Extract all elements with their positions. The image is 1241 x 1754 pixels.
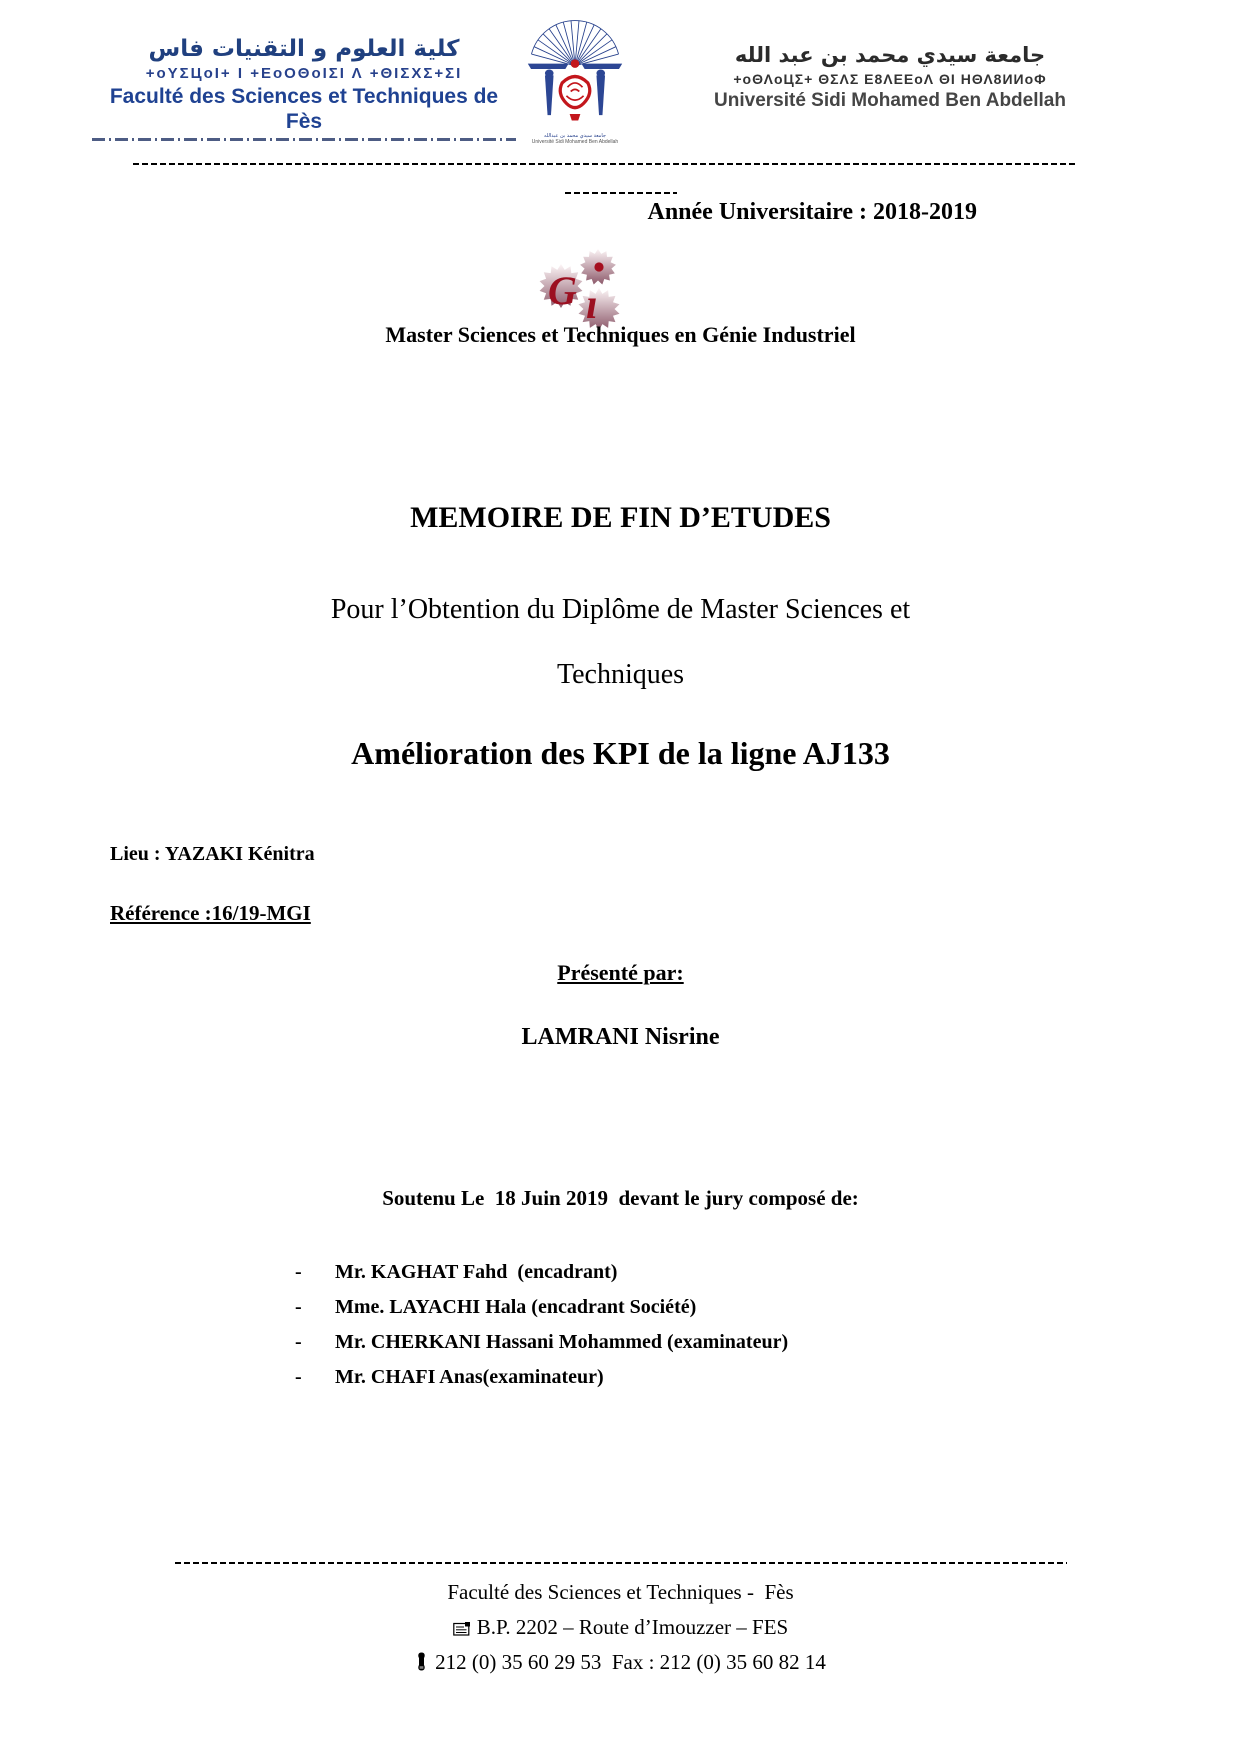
jury-member-name: Mr. CHAFI Anas(examinateur) [335, 1366, 604, 1388]
degree-line-2: Techniques [556, 659, 685, 690]
dashed-divider-top [133, 163, 1078, 165]
gi-letter-i: ı [586, 282, 598, 328]
thesis-title: Amélioration des KPI de la ligne AJ133 [351, 735, 890, 771]
university-emblem [521, 10, 629, 145]
footer-faculty-line: Faculté des Sciences et Techniques - Fès [447, 1580, 794, 1604]
jury-member-name: Mme. LAYACHI Hala (encadrant Société) [335, 1296, 697, 1318]
faculty-name-tifinagh: +oYΣЦoI+ I +ΕoΟΘoΙΣΙ Λ +ΘΙΣΧΣ+ΣΙ [145, 65, 463, 82]
phone-icon [415, 1652, 428, 1677]
university-name-arabic: جامعة سيدي محمد بن عبد الله [734, 43, 1046, 67]
jury-member: - Mr. CHAFI Anas(examinateur) [295, 1360, 788, 1395]
location-line: Lieu : YAZAKI Kénitra [110, 843, 315, 865]
jury-member: - Mme. LAYACHI Hala (encadrant Société) [295, 1290, 788, 1325]
jury-member-name: Mr. CHERKANI Hassani Mohammed (examinateur) [335, 1331, 789, 1353]
gi-letter-g: G [548, 268, 577, 313]
jury-member-name: Mr. KAGHAT Fahd (encadrant) [335, 1261, 618, 1283]
dashed-divider-bottom [175, 1562, 1067, 1564]
degree-line-1: Pour l’Obtention du Diplôme de Master Sciences et [330, 594, 911, 625]
footer-phone-line: 212 (0) 35 60 29 53 Fax : 212 (0) 35 60 82 14 [0, 1650, 1241, 1677]
defense-date-line: Soutenu Le 18 Juin 2019 devant le jury composé de: [382, 1186, 859, 1210]
university-header-block [642, 40, 1138, 112]
emblem-caption-french: Université Sidi Mohamed Ben Abdellah [531, 139, 619, 145]
university-name-french: Université Sidi Mohamed Ben Abdellah [714, 90, 1066, 111]
dashed-divider-short [565, 192, 677, 194]
faculty-name-french: Faculté des Sciences et Techniques de Fès [109, 85, 504, 133]
faculty-name-arabic: كلية العلوم و التقنيات فاس [148, 36, 460, 62]
academic-year: Année Universitaire : 2018-2019 [647, 199, 977, 225]
dash-dot-divider [92, 138, 516, 141]
document-type-title: MEMOIRE DE FIN D’ETUDES [410, 501, 831, 534]
university-name-tifinagh: +oΘΛoЦΣ+ ΘΣΛΣ Ε8ΛΕΕoΛ ΘΙ ΗΘΛ8ИИoΦ [733, 71, 1047, 87]
jury-list [295, 1255, 788, 1395]
master-program-title: Master Sciences et Techniques en Génie Industriel [385, 322, 856, 347]
emblem-caption-arabic: جامعة سيدي محمد بن عبدالله [544, 133, 606, 139]
presented-by-label: Présenté par: [557, 960, 684, 985]
reference-line: Référence :16/19-MGI [110, 901, 311, 925]
jury-member: - Mr. CHERKANI Hassani Mohammed (examinateur) [295, 1325, 788, 1360]
faculty-header-block [92, 34, 516, 141]
footer-address-line: B.P. 2202 – Route d’Imouzzer – FES [0, 1615, 1241, 1642]
mail-icon [453, 1617, 470, 1642]
author-name: LAMRANI Nisrine [521, 1024, 720, 1050]
jury-member: - Mr. KAGHAT Fahd (encadrant) [295, 1255, 788, 1290]
university-emblem-icon [521, 10, 629, 128]
